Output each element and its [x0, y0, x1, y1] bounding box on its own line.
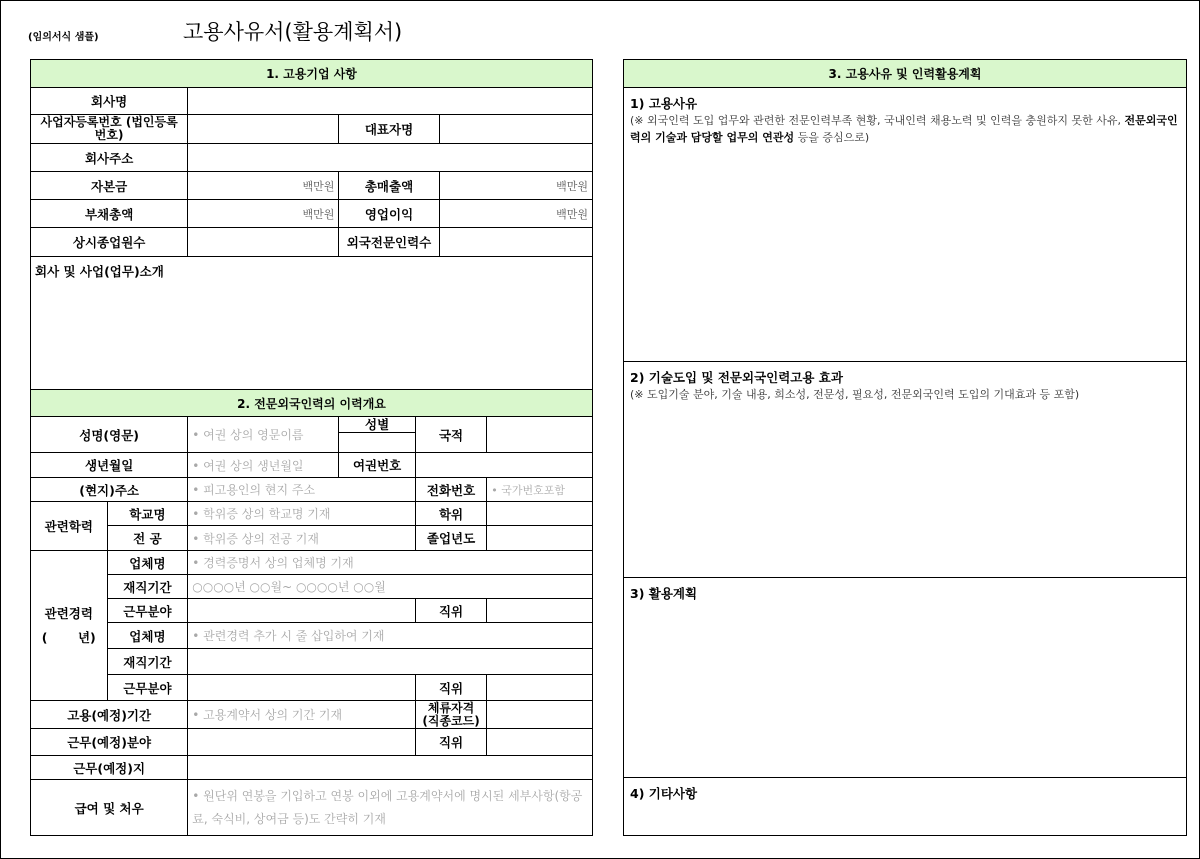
- tech-effect-field[interactable]: [624, 362, 1187, 578]
- position2-label: 직위: [415, 675, 486, 701]
- work-place-label: 근무(예정)지: [31, 756, 188, 780]
- degree-field[interactable]: [487, 502, 593, 526]
- passport-label: 여권번호: [339, 453, 416, 478]
- form-note: (임의서식 샘플): [28, 32, 99, 43]
- period2-field[interactable]: [188, 649, 593, 675]
- employees-field[interactable]: [188, 228, 339, 257]
- sales-field[interactable]: 백만원: [439, 172, 592, 200]
- grad-year-label: 졸업년도: [415, 526, 486, 551]
- debt-label: 부채총액: [31, 200, 188, 228]
- visa-label: 체류자격 (직종코드): [415, 701, 486, 729]
- work-position-field[interactable]: [487, 729, 593, 756]
- work-place-field[interactable]: [188, 756, 593, 780]
- career-label: [31, 551, 108, 701]
- field2-field[interactable]: [188, 675, 416, 701]
- work-field-field[interactable]: [188, 729, 416, 756]
- company-address-label: 회사주소: [31, 144, 188, 172]
- major-field[interactable]: • 학위증 상의 전공 기재: [188, 526, 416, 551]
- position1-label: 직위: [415, 599, 486, 623]
- debt-field[interactable]: 백만원: [188, 200, 339, 228]
- passport-field[interactable]: [415, 453, 592, 478]
- company-name-label: 회사명: [31, 88, 188, 115]
- work-position-label: 직위: [415, 729, 486, 756]
- foreign-staff-label: 외국전문인력수: [339, 228, 439, 257]
- sales-label: 총매출액: [339, 172, 439, 200]
- company-intro-field[interactable]: [31, 257, 593, 390]
- company-intro-label: 회사 및 사업(업무)소개: [35, 264, 164, 279]
- page-title: 고용사유서(활용계획서): [183, 20, 403, 44]
- employment-period-field[interactable]: • 고용계약서 상의 기간 기재: [188, 701, 416, 729]
- regno-label: 사업자등록번호 (법인등록번호): [31, 115, 188, 144]
- field1-field[interactable]: [188, 599, 416, 623]
- education-label: 관련학력: [31, 502, 108, 551]
- employment-period-label: 고용(예정)기간: [31, 701, 188, 729]
- company1-field[interactable]: • 경력증명서 상의 업체명 기재: [188, 551, 593, 575]
- field2-label: 근무분야: [107, 675, 188, 701]
- field1-label: 근무분야: [107, 599, 188, 623]
- major-label: 전 공: [107, 526, 188, 551]
- hiring-reason-field[interactable]: [624, 88, 1187, 362]
- company2-label: 업체명: [107, 623, 188, 649]
- op-income-field[interactable]: 백만원: [439, 200, 592, 228]
- nationality-label: 국적: [415, 417, 486, 453]
- phone-label: 전화번호: [415, 478, 486, 502]
- company-address-field[interactable]: [188, 144, 593, 172]
- nationality-field[interactable]: [487, 417, 593, 453]
- utilization-plan-field[interactable]: [624, 578, 1187, 778]
- work-field-label: 근무(예정)분야: [31, 729, 188, 756]
- person-name-field[interactable]: • 여권 상의 영문이름: [188, 417, 339, 453]
- section-plan-title: 3. 고용사유 및 인력활용계획: [624, 60, 1187, 88]
- tech-effect-note: (※ 도입기술 분야, 기술 내용, 희소성, 전문성, 필요성, 전문외국인력 도입의 기대효과 등 포함): [630, 388, 1080, 401]
- school-field[interactable]: • 학위증 상의 학교명 기재: [188, 502, 416, 526]
- other-matters-field[interactable]: [624, 778, 1187, 836]
- company2-field[interactable]: • 관련경력 추가 시 줄 삽입하여 기재: [188, 623, 593, 649]
- foreign-staff-field[interactable]: [439, 228, 592, 257]
- degree-label: 학위: [415, 502, 486, 526]
- hiring-reason-note-bold: 전문외국인력의 기술과 담당할 업무의 연관성: [630, 114, 1178, 144]
- salary-field[interactable]: • 원단위 연봉을 기입하고 연봉 이외에 고용계약서에 명시된 세부사항(항공료, 숙식비, 상여금 등)도 간략히 기재: [188, 780, 593, 836]
- hiring-reason-note-b: 등을 증심으로): [794, 131, 870, 144]
- tech-effect-title: 2) 기술도입 및 전문외국인력고용 효과: [630, 370, 843, 385]
- period2-label: 재직기간: [107, 649, 188, 675]
- capital-field[interactable]: 백만원: [188, 172, 339, 200]
- period1-label: 재직기간: [107, 575, 188, 599]
- employment-plan-table: [623, 59, 1187, 836]
- employees-label: 상시종업원수: [31, 228, 188, 257]
- position1-field[interactable]: [487, 599, 593, 623]
- ceo-field[interactable]: [439, 115, 592, 144]
- section-company-title: 1. 고용기업 사항: [31, 60, 593, 88]
- ceo-label: 대표자명: [339, 115, 439, 144]
- hiring-reason-note: [630, 112, 1180, 146]
- period1-field[interactable]: ○○○○년 ○○월~ ○○○○년 ○○월: [188, 575, 593, 599]
- grad-year-field[interactable]: [487, 526, 593, 551]
- company-profile-table: [30, 59, 593, 836]
- sex-cell[interactable]: [339, 417, 416, 453]
- local-address-label: (현지)주소: [31, 478, 188, 502]
- visa-field[interactable]: [487, 701, 593, 729]
- person-name-label: 성명(영문): [31, 417, 188, 453]
- company1-label: 업체명: [107, 551, 188, 575]
- career-label-text: 관련경력: [44, 605, 93, 621]
- local-address-field[interactable]: • 피고용인의 현지 주소: [188, 478, 416, 502]
- regno-field[interactable]: [188, 115, 339, 144]
- other-matters-title: 4) 기타사항: [630, 786, 698, 801]
- capital-label: 자본금: [31, 172, 188, 200]
- hiring-reason-title: 1) 고용사유: [630, 96, 698, 111]
- sex-label: 성별: [339, 417, 415, 433]
- position2-field[interactable]: [487, 675, 593, 701]
- birth-field[interactable]: • 여권 상의 생년월일: [188, 453, 339, 478]
- section-profile-title: 2. 전문외국인력의 이력개요: [31, 390, 593, 417]
- utilization-plan-title: 3) 활용계획: [630, 586, 698, 601]
- salary-label: 급여 및 처우: [31, 780, 188, 836]
- company-name-field[interactable]: [188, 88, 593, 115]
- phone-field[interactable]: • 국가번호포함: [487, 478, 593, 502]
- school-label: 학교명: [107, 502, 188, 526]
- birth-label: 생년월일: [31, 453, 188, 478]
- career-years: ( 년): [41, 629, 96, 645]
- hiring-reason-note-a: (※ 외국인력 도입 업무와 관련한 전문인력부족 현황, 국내인력 채용노력 및 인력을 충원하지 못한 사유,: [630, 114, 1125, 127]
- op-income-label: 영업이익: [339, 200, 439, 228]
